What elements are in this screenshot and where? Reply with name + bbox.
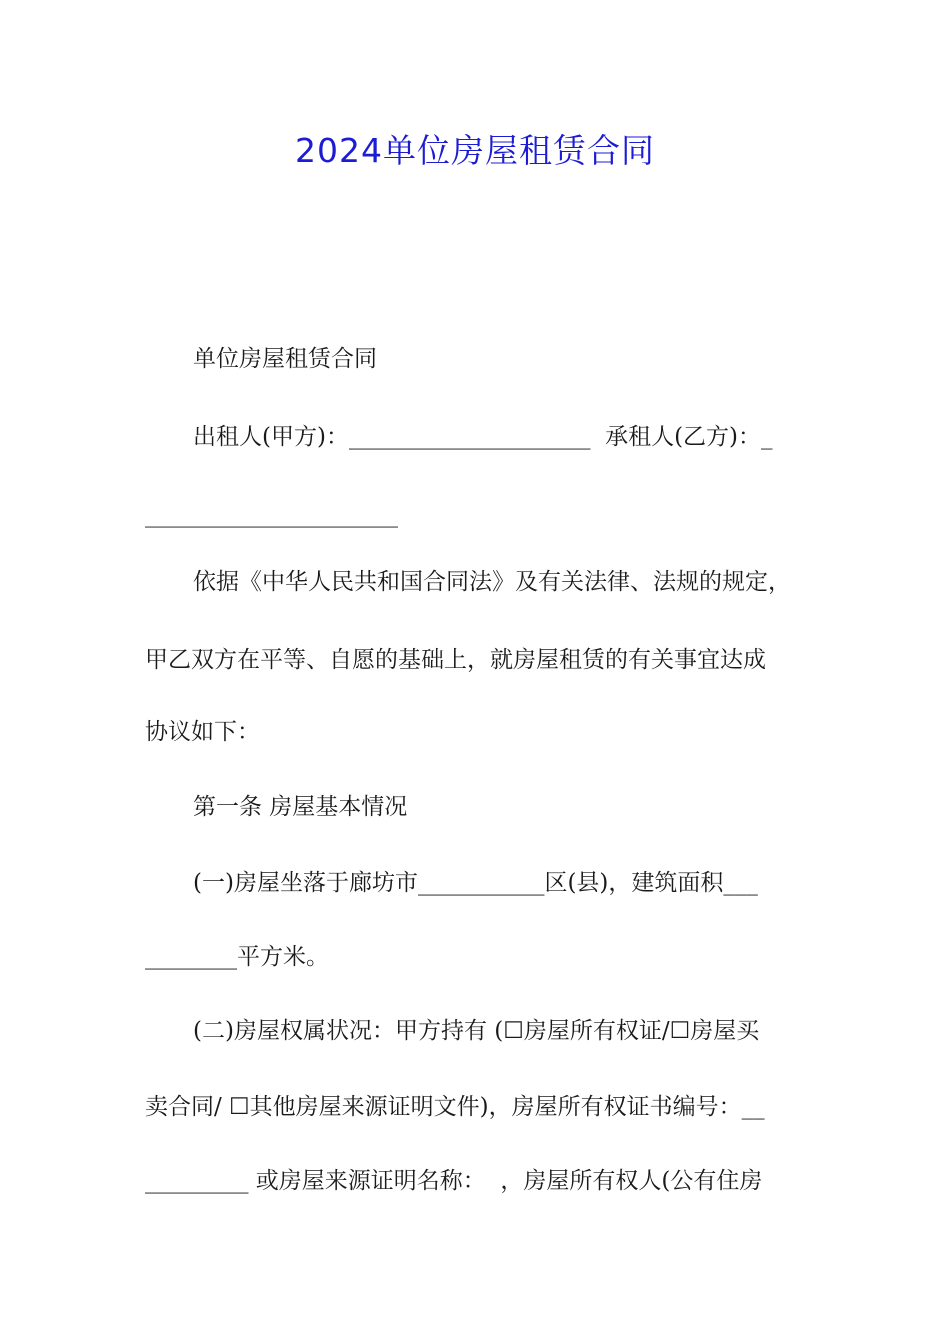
clause-1-line-1: (一)房屋坐落于廊坊市___________区(县)，建筑面积___ — [193, 870, 758, 896]
clause-1-line-2: ________平方米。 — [145, 944, 329, 970]
article-1-heading: 第一条 房屋基本情况 — [193, 794, 408, 820]
clause-2-line-2: 卖合同/ ☐其他房屋来源证明文件)，房屋所有权证书编号：__ — [145, 1094, 765, 1120]
contract-heading: 单位房屋租赁合同 — [193, 346, 377, 372]
parties-line-continued: ______________________ — [145, 502, 398, 528]
document-title: 2024单位房屋租赁合同 — [295, 131, 655, 170]
clause-2-line-1: (二)房屋权属状况：甲方持有 (☐房屋所有权证/☐房屋买 — [193, 1018, 760, 1044]
clause-2-line-3: _________ 或房屋来源证明名称： ，房屋所有权人(公有住房 — [145, 1168, 763, 1194]
preamble-line-3: 协议如下： — [145, 719, 260, 745]
parties-line: 出租人(甲方)：_____________________ 承租人(乙方)：_ — [193, 424, 773, 450]
preamble-line-1: 依据《中华人民共和国合同法》及有关法律、法规的规定， — [193, 569, 791, 595]
preamble-line-2: 甲乙双方在平等、自愿的基础上，就房屋租赁的有关事宜达成 — [145, 647, 766, 673]
